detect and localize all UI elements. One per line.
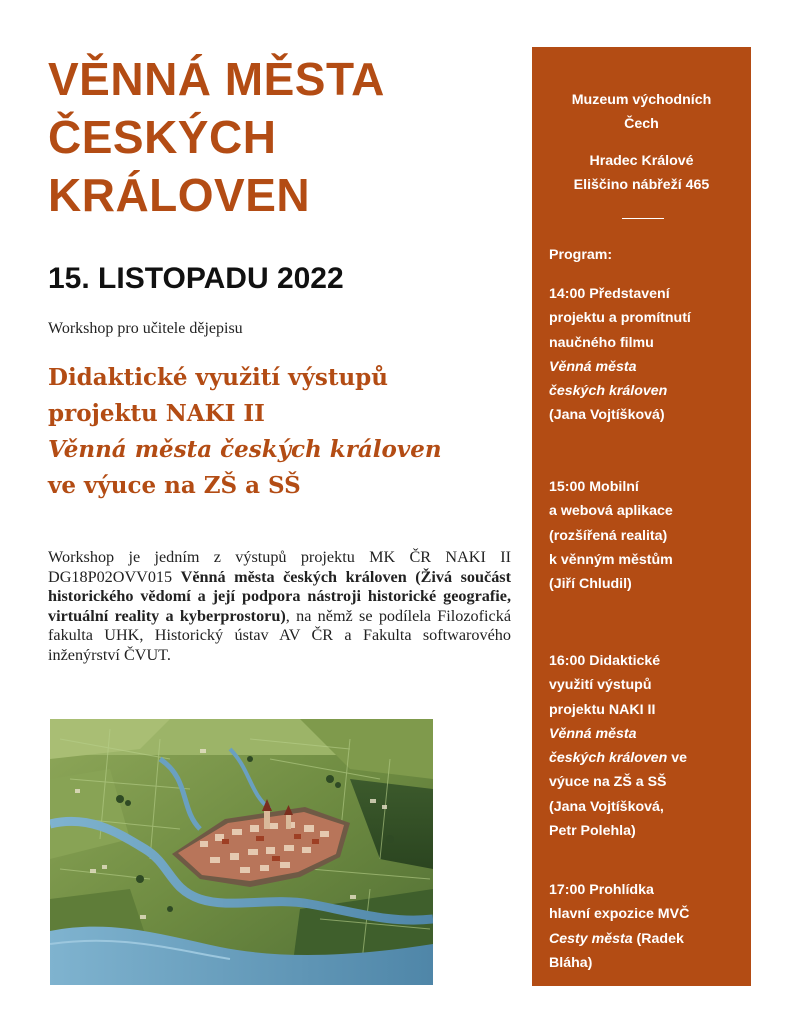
- program-item-line: hlavní expozice MVČ: [549, 906, 690, 923]
- program-item-line: výuce na ZŠ a SŠ: [549, 774, 667, 791]
- program-item-line: 17:00 Prohlídka: [549, 882, 654, 898]
- headline-line-1: Didaktické využití výstupů: [48, 364, 388, 391]
- venue-line-2: Čech: [624, 116, 659, 132]
- description-text-1: Workshop je jedním z výstupů projektu MK ČR NAKI II DG18P02OVV015: [48, 548, 511, 586]
- program-item-line: Věnná města: [549, 725, 637, 742]
- program-item-line: 15:00 Mobilní: [549, 479, 639, 495]
- description-text-2: , na němž se podílela Filozofická fakulta UHK, Historický ústav AV ČR a Fakulta softwarového inženýrství ČVUT.: [48, 606, 512, 664]
- program-item-line: Věnná města: [549, 358, 637, 375]
- program-item-line: projektu NAKI II: [549, 701, 656, 718]
- program-sidebar: [532, 47, 751, 986]
- program-item-italic: Cesty města: [549, 930, 633, 947]
- title-line-3: KRÁLOVEN: [48, 169, 311, 221]
- program-item-line: [549, 927, 745, 951]
- program-item-italic: českých královen: [549, 750, 668, 767]
- program-item-line: a webová aplikace: [549, 503, 673, 520]
- address: [532, 149, 751, 197]
- description-project-name: Věnná města českých královen (Živá součást historického vědomí a její podpora nástroji historické geografie, virtuální reality a kyberprostoru): [48, 567, 511, 625]
- program-item-line: (rozšířená realita): [549, 527, 668, 544]
- program-item-line: Petr Polehla): [549, 823, 636, 840]
- program-item-1500: [549, 475, 745, 596]
- program-item-1600: [549, 649, 745, 843]
- program-item-text: (Radek: [632, 930, 684, 947]
- program-item-line: naučného filmu: [549, 334, 654, 351]
- town-model-image: [50, 719, 433, 985]
- address-line-1: Hradec Králové: [589, 153, 694, 169]
- workshop-subtitle: Workshop pro učitele dějepisu: [48, 320, 243, 337]
- program-item-line: projektu a promítnutí: [549, 310, 691, 327]
- title-line-1: VĚNNÁ MĚSTA: [48, 53, 385, 105]
- program-item-1700: [549, 878, 745, 975]
- program-item-text: ve: [667, 750, 688, 767]
- program-item-line: (Jana Vojtíšková): [549, 407, 665, 424]
- project-description: [48, 548, 511, 665]
- program-item-line: využití výstupů: [549, 677, 652, 694]
- program-item-line: (Jiří Chludil): [549, 576, 632, 593]
- main-title: [48, 50, 508, 224]
- program-item-line: 14:00 Představení: [549, 286, 670, 302]
- program-item-line: českých královen: [549, 383, 668, 400]
- venue-line-1: Muzeum východních: [571, 92, 712, 108]
- venue: [532, 88, 751, 136]
- program-item-line: (Jana Vojtíšková,: [549, 798, 664, 815]
- program-item-line: [549, 746, 745, 770]
- program-label: Program:: [549, 247, 613, 263]
- event-date: 15. LISTOPADU 2022: [48, 262, 344, 295]
- headline-line-4: ve výuce na ZŠ a SŠ: [48, 472, 301, 499]
- separator-line: [622, 218, 664, 219]
- headline-line-2: projektu NAKI II: [48, 400, 265, 427]
- program-item-line: 16:00 Didaktické: [549, 653, 661, 669]
- title-line-2: ČESKÝCH: [48, 111, 277, 163]
- headline-line-3: Věnná města českých královen: [48, 436, 442, 463]
- program-item-line: Bláha): [549, 954, 593, 971]
- workshop-headline: [48, 360, 518, 504]
- town-model-photo: [50, 719, 433, 985]
- program-item-line: k věnným městům: [549, 551, 673, 568]
- address-line-2: Eliščino nábřeží 465: [573, 177, 710, 193]
- program-item-1400: [549, 282, 745, 428]
